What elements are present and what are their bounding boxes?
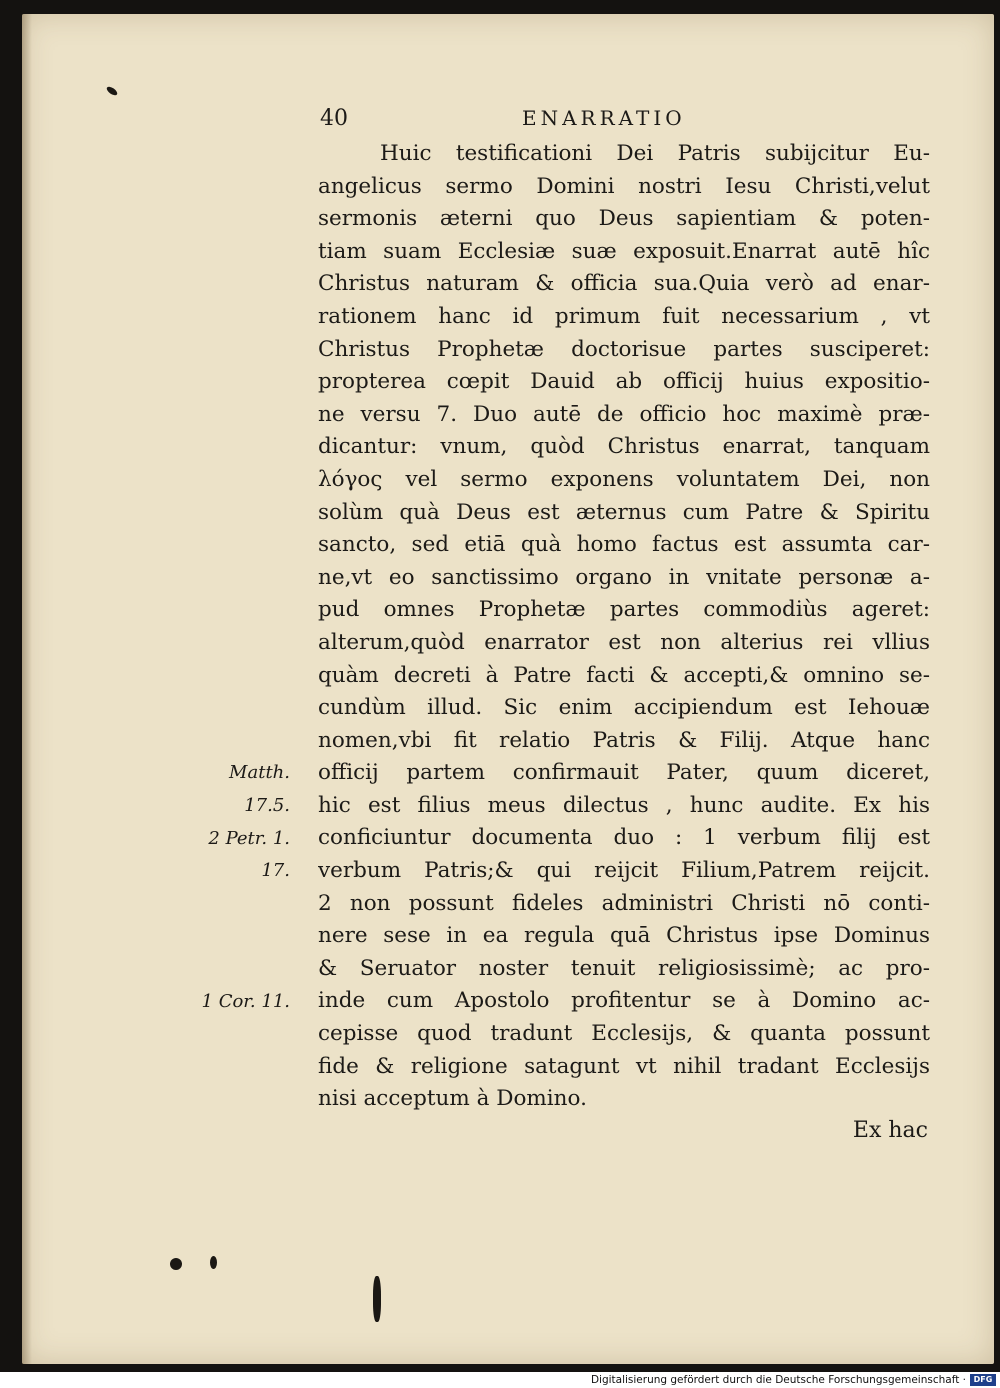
page-header [320, 106, 930, 136]
ink-mark-bottom [373, 1276, 381, 1322]
text-line: Huic testificationi Dei Patris subijcitur Eu- [380, 141, 930, 166]
text-line: inde cum Apostolo profitentur se à Domino ac- [318, 988, 930, 1014]
ink-speck-bottom-2 [210, 1256, 217, 1269]
text-line: cepisse quod tradunt Ecclesijs, & quanta possunt [318, 1021, 930, 1047]
main-text-block [318, 138, 930, 1116]
text-line: propterea cœpit Dauid ab officij huius expositio- [318, 369, 930, 395]
margin-note: 17.5. [244, 795, 290, 816]
text-line: Christus naturam & officia sua.Quia verò ad enar- [318, 271, 930, 297]
text-line: ne,vt eo sanctissimo organo in vnitate personæ a- [318, 564, 930, 590]
text-line: nisi acceptum à Domino. [318, 1086, 587, 1112]
footer-credit: Digitalisierung gefördert durch die Deutsche Forschungsgemeinschaft · [590, 1374, 966, 1386]
text-line: verbum Patris;& qui reijcit Filium,Patrem reijcit. [318, 858, 930, 884]
text-line: sermonis æterni quo Deus sapientiam & poten- [318, 206, 930, 232]
text-line: solùm quà Deus est æternus cum Patre & Spiritu [318, 499, 930, 525]
text-line: alterum,quòd enarrator est non alterius rei vllius [318, 629, 930, 655]
text-line: conficiuntur documenta duo : 1 verbum filij est [318, 825, 930, 851]
margin-note: Matth. [229, 762, 290, 784]
catchword: Ex hac [852, 1118, 928, 1143]
text-line: nere sese in ea regula quā Christus ipse Dominus [318, 923, 930, 949]
text-line: dicantur: vnum, quòd Christus enarrat, tanquam [318, 434, 930, 460]
text-line: nomen,vbi fit relatio Patris & Filij. Atque hanc [318, 727, 930, 753]
text-line: hic est filius meus dilectus , hunc audite. Ex his [318, 792, 930, 818]
dfg-logo: DFG [970, 1374, 996, 1386]
text-line: ne versu 7. Duo autē de officio hoc maximè præ- [318, 401, 930, 427]
page-gutter-shadow [22, 14, 32, 1364]
text-line: λόγος vel sermo exponens voluntatem Dei, non [318, 466, 930, 492]
margin-note: 17. [261, 860, 290, 882]
text-line: tiam suam Ecclesiæ suæ exposuit.Enarrat autē hîc [318, 238, 930, 264]
margin-note: 1 Cor. 11. [201, 990, 290, 1012]
margin-note: 2 Petr. 1. [208, 827, 290, 849]
text-line: cundùm illud. Sic enim accipiendum est Iehouæ [318, 695, 930, 721]
ink-speck-bottom-1 [170, 1258, 182, 1270]
text-line: rationem hanc id primum fuit necessarium , vt [318, 303, 930, 329]
text-line: quàm decreti à Patre facti & accepti,& omnino se- [318, 662, 930, 688]
text-line: 2 non possunt fideles administri Christi nō conti- [318, 890, 930, 916]
page-number: 40 [320, 106, 348, 131]
text-line: officij partem confirmauit Pater, quum diceret, [318, 760, 930, 786]
text-line: Christus Prophetæ doctorisue partes susciperet: [318, 336, 930, 362]
digitization-footer [0, 1372, 1000, 1388]
text-line: fide & religione satagunt vt nihil tradant Ecclesijs [318, 1053, 930, 1079]
text-line: pud omnes Prophetæ partes commodiùs ageret: [318, 597, 930, 623]
running-title: ENARRATIO [522, 106, 686, 130]
text-line: & Seruator noster tenuit religiosissimè; ac pro- [318, 955, 930, 981]
text-line: sancto, sed etiā quà homo factus est assumta car- [318, 532, 930, 558]
text-line: angelicus sermo Domini nostri Iesu Christi,velut [318, 173, 930, 199]
